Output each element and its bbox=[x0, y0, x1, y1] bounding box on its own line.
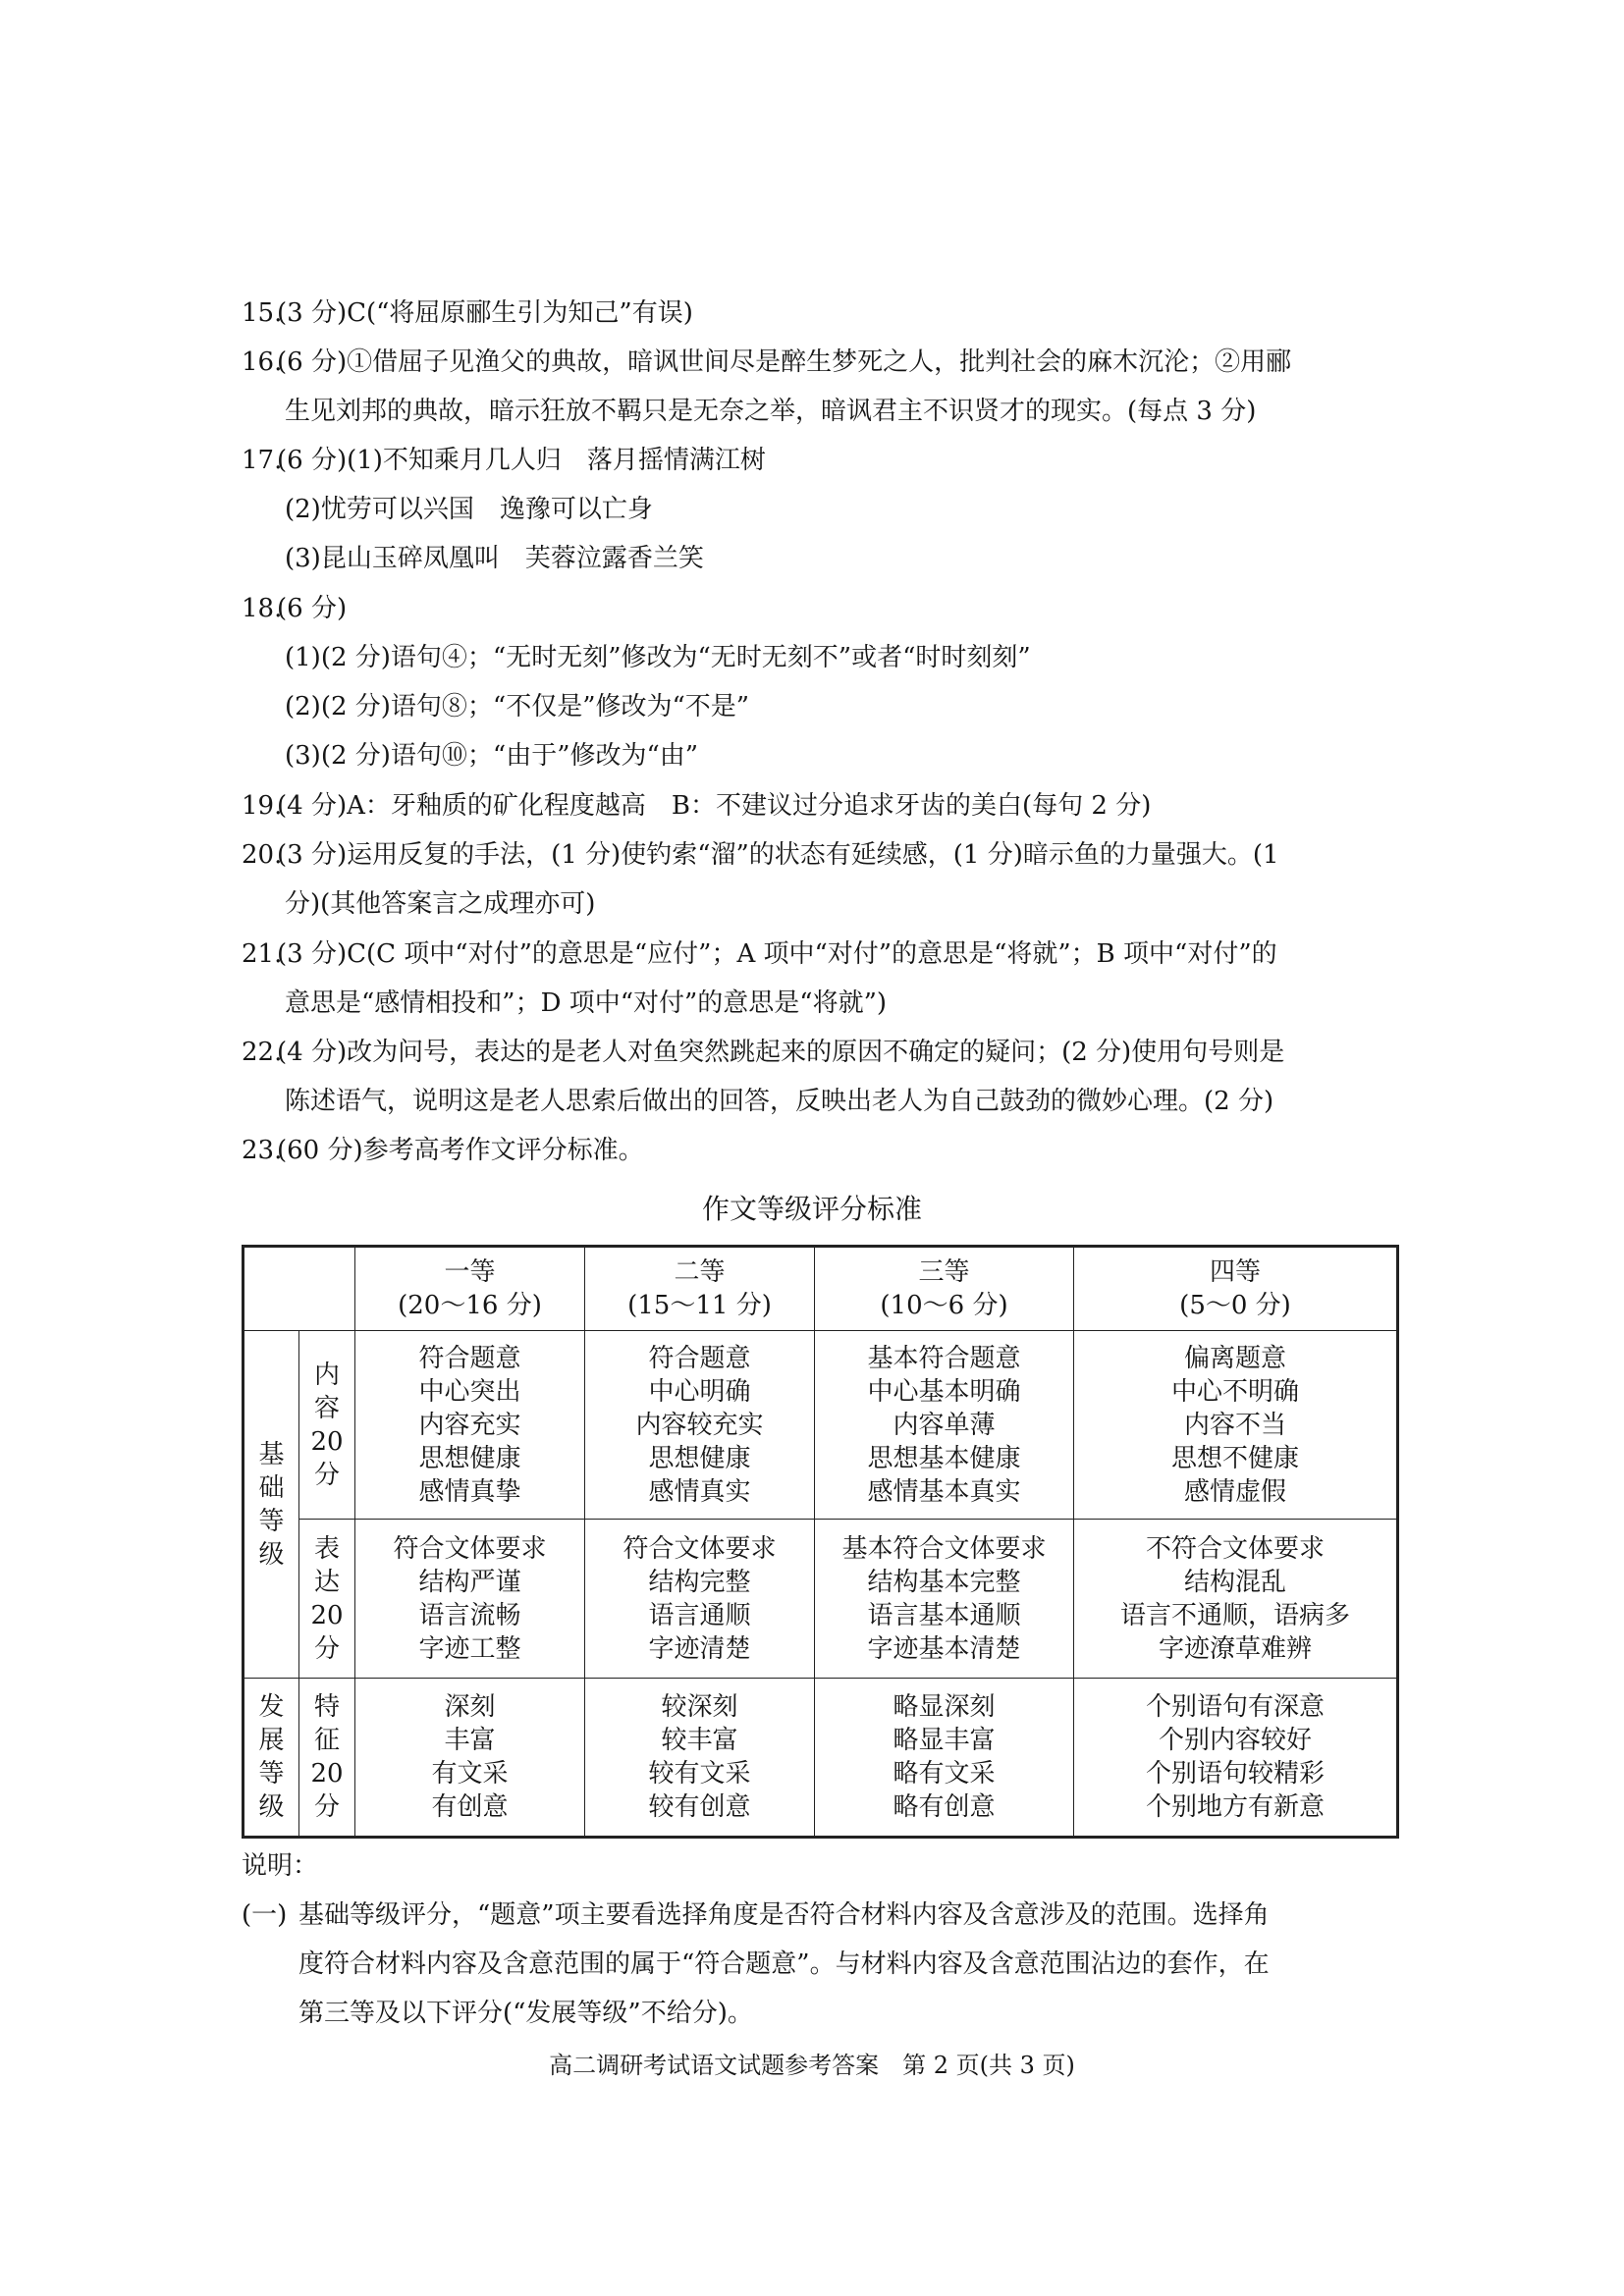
cell-line: 个别语句较精彩 bbox=[1145, 1759, 1325, 1789]
answer-21-line-2: 意思是“感情相投和”；D 项中“对付”的意思是“将就”) bbox=[285, 988, 888, 1018]
group-basic-label bbox=[244, 1331, 299, 1679]
table-cell bbox=[1074, 1520, 1398, 1679]
vertical-label-char: 等 bbox=[258, 1506, 285, 1536]
cell-line: 内容较充实 bbox=[635, 1410, 764, 1440]
table-cell bbox=[585, 1331, 815, 1520]
vertical-label-char: 征 bbox=[313, 1726, 340, 1755]
answer-16-line-2: 生见刘邦的典故，暗示狂放不羁只是无奈之举，暗讽君主不识贤才的现实。(每点 3 分) bbox=[285, 397, 1257, 426]
answer-22-line-1: (4 分)改为问号，表达的是老人对鱼突然跳起来的原因不确定的疑问；(2 分)使用句号则是 bbox=[277, 1038, 1285, 1067]
table-cell bbox=[1074, 1331, 1398, 1520]
vertical-label-char: 20 bbox=[310, 1600, 344, 1630]
answer-17-line-2: (2)忧劳可以兴国 逸豫可以亡身 bbox=[285, 495, 653, 524]
vertical-label-char: 容 bbox=[313, 1393, 340, 1423]
cell-line: 字迹工整 bbox=[418, 1633, 521, 1664]
table-cell bbox=[815, 1331, 1074, 1520]
cell-line: 字迹基本清楚 bbox=[867, 1633, 1021, 1664]
table-header-row bbox=[244, 1247, 1398, 1331]
cell-line: 字迹潦草难辨 bbox=[1158, 1633, 1312, 1664]
cell-line: 略有文采 bbox=[893, 1759, 996, 1789]
answer-18-num: 18. bbox=[242, 594, 283, 623]
table-cell bbox=[1074, 1679, 1398, 1838]
vertical-label-char: 分 bbox=[313, 1633, 340, 1664]
answer-18-line-4: (3)(2 分)语句⑩；“由于”修改为“由” bbox=[285, 741, 699, 771]
cell-line: 结构混乱 bbox=[1183, 1567, 1286, 1597]
cell-line: 较深刻 bbox=[661, 1692, 738, 1722]
cell-line: 不符合文体要求 bbox=[1145, 1533, 1325, 1564]
cell-line: 个别地方有新意 bbox=[1145, 1792, 1325, 1822]
row-label-expression bbox=[299, 1520, 355, 1679]
answer-19-line-1: (4 分)A：牙釉质的矿化程度越高 B：不建议过分追求牙齿的美白(每句 2 分) bbox=[277, 791, 1152, 821]
header-grade-2: 二等 (15～11 分) bbox=[585, 1247, 815, 1331]
table-cell bbox=[815, 1679, 1074, 1838]
vertical-label-char: 分 bbox=[313, 1792, 340, 1822]
answer-23-line-1: (60 分)参考高考作文评分标准。 bbox=[277, 1136, 644, 1165]
vertical-label-char: 达 bbox=[313, 1567, 340, 1597]
notes-heading: 说明： bbox=[242, 1851, 319, 1881]
cell-line: 有创意 bbox=[431, 1792, 509, 1822]
vertical-label-char: 20 bbox=[310, 1426, 344, 1457]
cell-line: 中心基本明确 bbox=[867, 1376, 1021, 1407]
cell-line: 感情真挚 bbox=[418, 1476, 521, 1507]
answer-22-num: 22. bbox=[242, 1038, 283, 1067]
cell-line: 思想基本健康 bbox=[867, 1443, 1021, 1473]
answer-18-line-3: (2)(2 分)语句⑧；“不仅是”修改为“不是” bbox=[285, 692, 750, 721]
cell-line: 感情基本真实 bbox=[867, 1476, 1021, 1507]
cell-line: 丰富 bbox=[444, 1726, 496, 1755]
cell-line: 语言流畅 bbox=[418, 1600, 521, 1630]
vertical-label-char: 表 bbox=[313, 1533, 340, 1564]
table-cell bbox=[355, 1520, 585, 1679]
page-footer: 高二调研考试语文试题参考答案 第 2 页(共 3 页) bbox=[549, 2052, 1075, 2079]
answer-20-line-1: (3 分)运用反复的手法，(1 分)使钓索“溜”的状态有延续感，(1 分)暗示鱼的力量强大。(1 bbox=[277, 840, 1279, 870]
cell-line: 符合题意 bbox=[648, 1343, 751, 1373]
cell-line: 语言不通顺，语病多 bbox=[1119, 1600, 1350, 1630]
answer-21-num: 21. bbox=[242, 939, 283, 969]
answer-16-num: 16. bbox=[242, 347, 283, 377]
vertical-label-char: 20 bbox=[310, 1759, 344, 1789]
cell-line: 较丰富 bbox=[661, 1726, 738, 1755]
row-label-content bbox=[299, 1331, 355, 1520]
cell-line: 思想健康 bbox=[418, 1443, 521, 1473]
answer-21-line-1: (3 分)C(C 项中“对付”的意思是“应付”；A 项中“对付”的意思是“将就”；B 项中“对付”的 bbox=[277, 939, 1277, 969]
answer-20-line-2: 分)(其他答案言之成理亦可) bbox=[285, 889, 596, 919]
table-title: 作文等级评分标准 bbox=[701, 1193, 922, 1225]
row-label-features bbox=[299, 1679, 355, 1838]
cell-line: 略显深刻 bbox=[893, 1692, 996, 1722]
header-grade-4: 四等 (5～0 分) bbox=[1074, 1247, 1398, 1331]
group-development-label bbox=[244, 1679, 299, 1838]
answer-17-line-1: (6 分)(1)不知乘月几人归 落月摇情满江树 bbox=[277, 446, 766, 475]
answer-19-num: 19. bbox=[242, 791, 283, 821]
answer-20-num: 20. bbox=[242, 840, 283, 870]
cell-line: 符合文体要求 bbox=[623, 1533, 777, 1564]
cell-line: 语言通顺 bbox=[648, 1600, 751, 1630]
cell-line: 中心不明确 bbox=[1170, 1376, 1299, 1407]
vertical-label-char: 分 bbox=[313, 1460, 340, 1490]
note-1-line-1: 基础等级评分，“题意”项主要看选择角度是否符合材料内容及含意涉及的范围。选择角 bbox=[298, 1900, 1270, 1930]
answer-15-num: 15. bbox=[242, 298, 283, 328]
cell-line: 有文采 bbox=[431, 1759, 509, 1789]
header-grade-3: 三等 (10～6 分) bbox=[815, 1247, 1074, 1331]
table-row bbox=[244, 1331, 1398, 1520]
cell-line: 略有创意 bbox=[893, 1792, 996, 1822]
cell-line: 感情虚假 bbox=[1183, 1476, 1286, 1507]
cell-line: 个别语句有深意 bbox=[1145, 1692, 1325, 1722]
table-cell bbox=[355, 1331, 585, 1520]
header-grade-1: 一等 (20～16 分) bbox=[355, 1247, 585, 1331]
cell-line: 内容充实 bbox=[418, 1410, 521, 1440]
cell-line: 个别内容较好 bbox=[1158, 1726, 1312, 1755]
cell-line: 语言基本通顺 bbox=[867, 1600, 1021, 1630]
cell-line: 基本符合题意 bbox=[867, 1343, 1021, 1373]
grading-table bbox=[242, 1245, 1399, 1839]
cell-line: 较有文采 bbox=[648, 1759, 751, 1789]
table-corner-cell bbox=[244, 1247, 355, 1331]
vertical-label-char: 级 bbox=[258, 1792, 285, 1822]
answer-17-num: 17. bbox=[242, 446, 283, 475]
cell-line: 基本符合文体要求 bbox=[841, 1533, 1047, 1564]
table-cell bbox=[585, 1520, 815, 1679]
vertical-label-char: 基 bbox=[258, 1439, 285, 1469]
cell-line: 内容单薄 bbox=[893, 1410, 996, 1440]
vertical-label-char: 础 bbox=[258, 1472, 285, 1503]
cell-line: 结构基本完整 bbox=[867, 1567, 1021, 1597]
vertical-label-char: 展 bbox=[258, 1726, 285, 1755]
note-1-num: (一) bbox=[242, 1900, 288, 1930]
cell-line: 结构完整 bbox=[648, 1567, 751, 1597]
cell-line: 思想不健康 bbox=[1170, 1443, 1299, 1473]
table-row bbox=[244, 1679, 1398, 1838]
cell-line: 中心突出 bbox=[418, 1376, 521, 1407]
table-cell bbox=[815, 1520, 1074, 1679]
answer-16-line-1: (6 分)①借屈子见渔父的典故，暗讽世间尽是醉生梦死之人，批判社会的麻木沉沦；②用郦 bbox=[277, 347, 1292, 377]
vertical-label-char: 等 bbox=[258, 1759, 285, 1789]
answer-23-num: 23. bbox=[242, 1136, 283, 1165]
vertical-label-char: 特 bbox=[313, 1692, 340, 1722]
table-cell bbox=[355, 1679, 585, 1838]
vertical-label-char: 发 bbox=[258, 1692, 285, 1722]
cell-line: 感情真实 bbox=[648, 1476, 751, 1507]
answer-18-line-1: (6 分) bbox=[277, 594, 348, 623]
vertical-label-char: 内 bbox=[313, 1360, 340, 1390]
note-1-line-3: 第三等及以下评分(“发展等级”不给分)。 bbox=[298, 1999, 753, 2028]
cell-line: 中心明确 bbox=[648, 1376, 751, 1407]
table-row bbox=[244, 1520, 1398, 1679]
cell-line: 符合题意 bbox=[418, 1343, 521, 1373]
cell-line: 内容不当 bbox=[1183, 1410, 1286, 1440]
cell-line: 较有创意 bbox=[648, 1792, 751, 1822]
cell-line: 略显丰富 bbox=[893, 1726, 996, 1755]
answer-18-line-2: (1)(2 分)语句④；“无时无刻”修改为“无时无刻不”或者“时时刻刻” bbox=[285, 643, 1031, 672]
answer-15-line-1: (3 分)C(“将屈原郦生引为知己”有误) bbox=[277, 298, 693, 328]
cell-line: 深刻 bbox=[444, 1692, 496, 1722]
note-1-line-2: 度符合材料内容及含意范围的属于“符合题意”。与材料内容及含意范围沾边的套作，在 bbox=[298, 1949, 1270, 1979]
answer-22-line-2: 陈述语气，说明这是老人思索后做出的回答，反映出老人为自己鼓劲的微妙心理。(2 分) bbox=[285, 1087, 1274, 1116]
vertical-label-char: 级 bbox=[258, 1539, 285, 1570]
cell-line: 偏离题意 bbox=[1183, 1343, 1286, 1373]
table-cell bbox=[585, 1679, 815, 1838]
cell-line: 思想健康 bbox=[648, 1443, 751, 1473]
answer-17-line-3: (3)昆山玉碎凤凰叫 芙蓉泣露香兰笑 bbox=[285, 544, 704, 573]
cell-line: 结构严谨 bbox=[418, 1567, 521, 1597]
cell-line: 符合文体要求 bbox=[393, 1533, 547, 1564]
cell-line: 字迹清楚 bbox=[648, 1633, 751, 1664]
